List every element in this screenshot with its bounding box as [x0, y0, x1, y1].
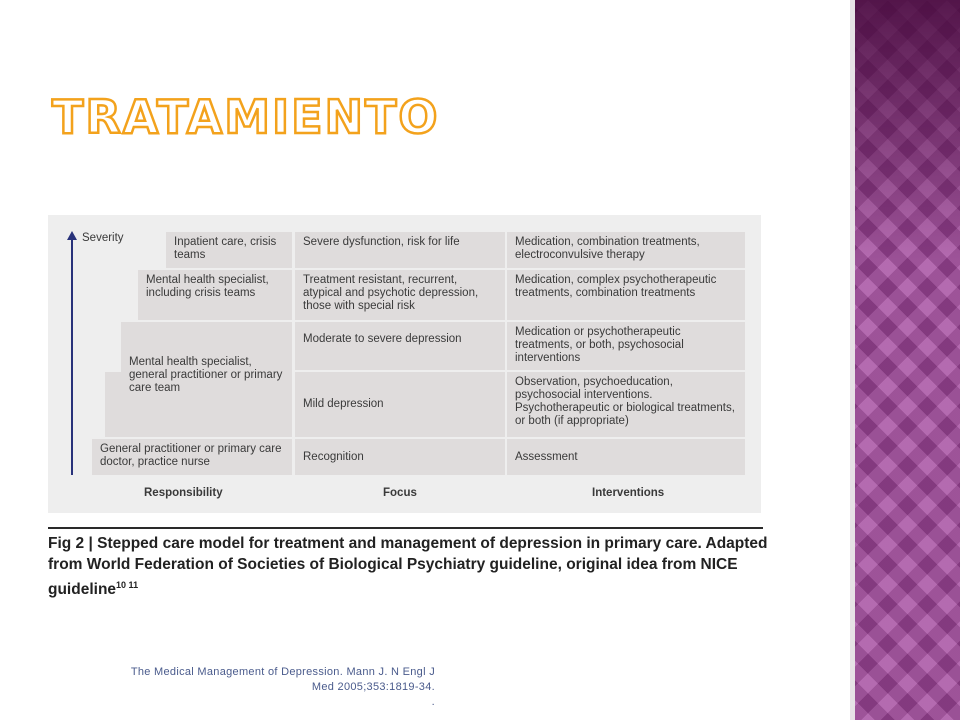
responsibility-step-2	[138, 270, 292, 320]
focus-cell	[295, 232, 505, 268]
responsibility-text: General practitioner or primary care doctor, practice nurse	[100, 443, 282, 468]
severity-axis	[71, 237, 73, 475]
interventions-text: Observation, psychoeducation, psychosocial interventions. Psychotherapeutic or biological treatments, or both (if appropriate)	[515, 376, 735, 427]
citation-line: The Medical Management of Depression. Mann J. N Engl J	[130, 666, 435, 678]
focus-cell	[295, 270, 505, 320]
interventions-text: Medication, combination treatments, electroconvulsive therapy	[515, 236, 700, 261]
citation	[70, 665, 435, 710]
interventions-text: Medication, complex psychotherapeutic treatments, combination treatments	[515, 274, 717, 299]
citation-line: .	[431, 696, 435, 708]
interventions-cell	[507, 372, 745, 437]
responsibility-step-3	[121, 322, 292, 437]
caption-rule	[48, 527, 763, 529]
interventions-cell	[507, 232, 745, 268]
focus-text: Treatment resistant, recurrent, atypical and psychotic depression, those with special risk	[303, 274, 479, 312]
column-header-responsibility: Responsibility	[144, 487, 223, 499]
decorative-sidebar	[855, 0, 960, 720]
responsibility-step-1	[166, 232, 292, 268]
responsibility-text: Mental health specialist, general practitioner or primary care team	[129, 356, 283, 394]
figure-caption	[48, 533, 768, 600]
interventions-cell	[507, 322, 745, 370]
column-header-focus: Focus	[383, 487, 417, 499]
column-header-interventions: Interventions	[592, 487, 665, 499]
responsibility-step-5	[92, 439, 292, 475]
caption-refs: 10 11	[116, 580, 139, 590]
focus-text: Recognition	[303, 451, 364, 463]
responsibility-text: Inpatient care, crisis teams	[174, 236, 277, 261]
interventions-text: Medication or psychotherapeutic treatments, or both, psychosocial interventions	[515, 326, 684, 364]
caption-text: Stepped care model for treatment and management of depression in primary care. Adapted from World Federation of Societies of Biological Psychiatry guideline, original idea from NICE guideline	[48, 535, 768, 599]
focus-text: Mild depression	[303, 398, 384, 410]
responsibility-step-4	[105, 372, 121, 437]
severity-label: Severity	[82, 232, 124, 244]
focus-cell	[295, 372, 505, 437]
slide-title: TRATAMIENTO	[52, 90, 440, 144]
focus-text: Severe dysfunction, risk for life	[303, 236, 460, 248]
focus-cell	[295, 322, 505, 370]
citation-line: Med 2005;353:1819-34.	[311, 681, 435, 693]
interventions-text: Assessment	[515, 451, 578, 463]
interventions-cell	[507, 439, 745, 475]
interventions-cell	[507, 270, 745, 320]
focus-cell	[295, 439, 505, 475]
stepped-care-figure	[48, 215, 761, 513]
caption-label: Fig 2	[48, 535, 85, 552]
focus-text: Moderate to severe depression	[303, 333, 462, 345]
caption-separator: |	[84, 535, 98, 552]
responsibility-text: Mental health specialist, including crisis teams	[146, 274, 269, 299]
